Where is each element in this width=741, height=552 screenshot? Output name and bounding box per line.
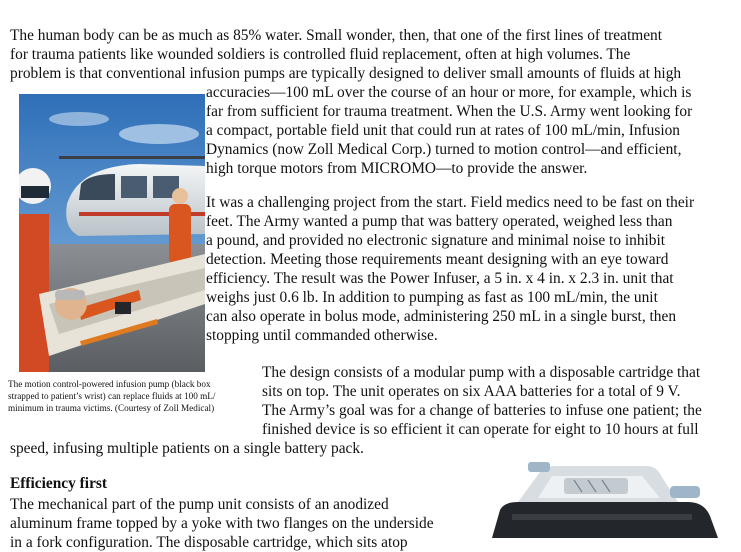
text-line: detection. Meeting those requirements meant designing with an eye toward xyxy=(206,251,669,268)
text-line: The human body can be as much as 85% water. Small wonder, then, that one of the first lines of treatment xyxy=(10,27,663,44)
infusion-pump-device-photo xyxy=(478,458,741,538)
section-heading: Efficiency first xyxy=(10,475,108,492)
text-line: in a fork configuration. The disposable cartridge, which sits atop xyxy=(10,534,408,551)
text-line: aluminum frame topped by a yoke with two flanges on the underside xyxy=(10,515,434,532)
text-line: sits on top. The unit operates on six AAA batteries for a total of 9 V. xyxy=(262,383,681,400)
text-line: high torque motors from MICROMO—to provide the answer. xyxy=(206,160,588,177)
text-line: can also operate in bolus mode, administering 250 mL in a single burst, then xyxy=(206,308,677,325)
text-line: problem is that conventional infusion pumps are typically designed to deliver small amounts of fluids at high xyxy=(10,65,682,82)
photo-caption-line: strapped to patient’s wrist) can replace fluids at 100 mL/ xyxy=(8,391,216,401)
text-line: The Army’s goal was for a change of batteries to infuse one patient; the xyxy=(262,402,702,419)
text-line: efficiency. The result was the Power Infuser, a 5 in. x 4 in. x 2.3 in. unit that xyxy=(206,270,674,287)
text-line: weighs just 0.6 lb. In addition to pumping as fast as 100 mL/min, the unit xyxy=(206,289,658,306)
text-line: It was a challenging project from the start. Field medics need to be fast on their xyxy=(206,194,695,211)
text-line: far from sufficient for trauma treatment. When the U.S. Army went looking for xyxy=(206,103,693,120)
text-line: a pound, and provided no electronic signature and minimal noise to inhibit xyxy=(206,232,666,249)
text-line: The mechanical part of the pump unit consists of an anodized xyxy=(10,496,389,513)
text-line: speed, infusing multiple patients on a single battery pack. xyxy=(10,440,364,457)
text-line: finished device is so efficient it can operate for eight to 10 hours at full xyxy=(262,421,699,438)
text-line: stopping until commanded otherwise. xyxy=(206,327,438,344)
photo-caption-line: The motion control-powered infusion pump (black box xyxy=(8,379,211,389)
text-line: accuracies—100 mL over the course of an hour or more, for example, which is xyxy=(206,84,692,101)
helicopter-rescue-photo xyxy=(19,94,205,372)
text-line: for trauma patients like wounded soldiers is controlled fluid replacement, often at high volumes. The xyxy=(10,46,631,63)
photo-caption-line: minimum in trauma victims. (Courtesy of Zoll Medical) xyxy=(8,403,215,413)
text-line: The design consists of a modular pump with a disposable cartridge that xyxy=(262,364,701,381)
text-line: Dynamics (now Zoll Medical Corp.) turned to motion control—and efficient, xyxy=(206,141,682,158)
text-line: a compact, portable field unit that could run at rates of 100 mL/min, Infusion xyxy=(206,122,680,139)
text-line: feet. The Army wanted a pump that was battery operated, weighed less than xyxy=(206,213,673,230)
